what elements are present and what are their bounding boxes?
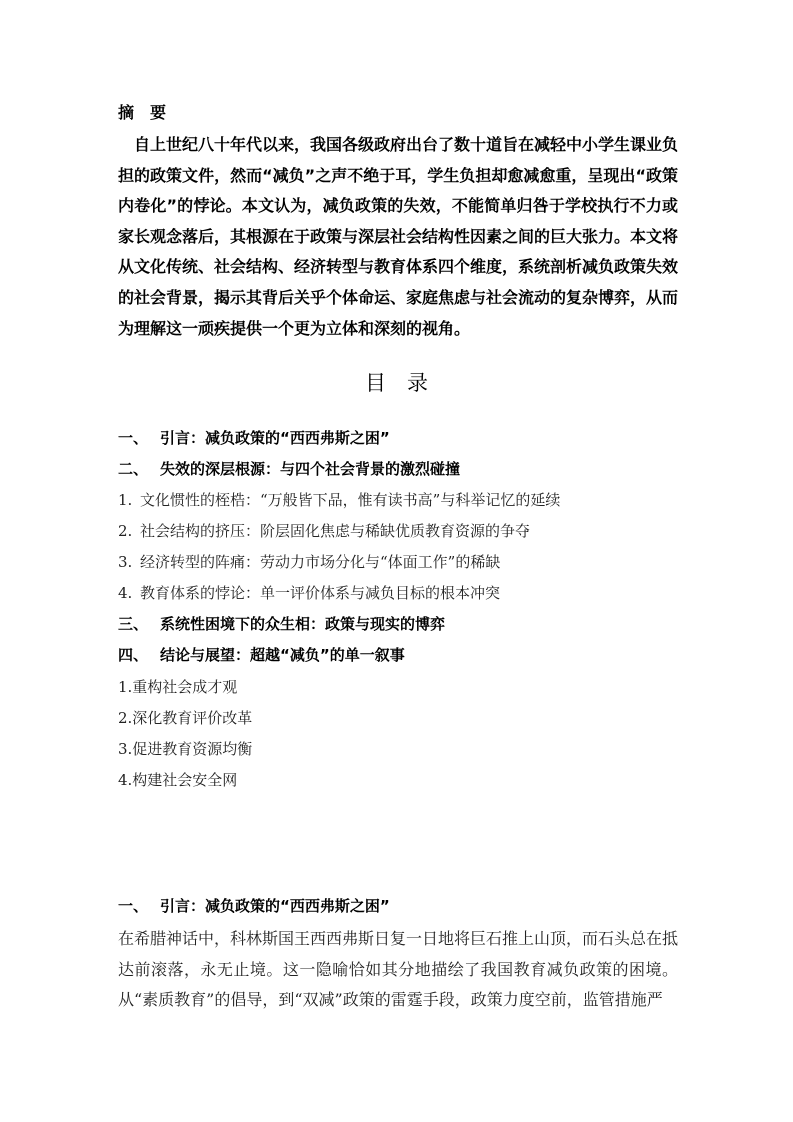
abstract-heading [118,103,166,123]
toc-entry-num: 二、 [118,460,149,478]
section-num: 一、 [118,897,149,915]
toc-entry-num: 4. [118,584,133,602]
toc-entry-3[interactable] [118,614,445,634]
toc-entry-text: 引言：减负政策的“西西弗斯之困” [160,429,390,447]
toc-entry-2-1[interactable] [118,490,560,510]
toc-entry-num: 四、 [118,646,149,664]
toc-entry-1[interactable] [118,428,390,448]
toc-entry-text: 文化惯性的桎梏：“万般皆下品，惟有读书高”与科举记忆的延续 [140,491,561,509]
toc-title-right: 录 [407,371,428,395]
toc-entry-4-1[interactable]: 1.重构社会成才观 [118,678,238,696]
toc-entry-4[interactable] [118,645,405,665]
toc-entry-2[interactable] [118,459,460,479]
toc-entry-4-4[interactable]: 4.构建社会安全网 [118,771,238,789]
toc-entry-text: 社会结构的挤压：阶层固化焦虑与稀缺优质教育资源的争夺 [140,522,531,540]
toc-entry-4-3[interactable]: 3.促进教育资源均衡 [118,740,253,758]
toc-entry-4-2[interactable]: 2.深化教育评价改革 [118,709,253,727]
toc-title-left: 目 [365,371,386,395]
section-title: 引言：减负政策的“西西弗斯之困” [160,897,390,915]
toc-entry-text: 失效的深层根源：与四个社会背景的激烈碰撞 [160,460,461,478]
abstract-heading-right: 要 [150,103,167,122]
toc-entry-text: 经济转型的阵痛：劳动力市场分化与“体面工作”的稀缺 [140,553,501,571]
toc-entry-text: 教育体系的悖论：单一评价体系与减负目标的根本冲突 [140,584,501,602]
toc-entry-num: 3. [118,553,133,571]
toc-entry-num: 2. [118,522,133,540]
toc-entry-num: 一、 [118,429,149,447]
toc-entry-2-2[interactable] [118,521,530,541]
toc-entry-num: 1. [118,491,133,509]
toc-entry-text: 系统性困境下的众生相：政策与现实的博弈 [160,615,446,633]
abstract-paragraph: 自上世纪八十年代以来，我国各级政府出台了数十道旨在减轻中小学生课业负担的政策文件，然而“减负”之声不绝于耳，学生负担却愈减愈重，呈现出“政策内卷化”的悖论。本文认为，减负政策的失效，不能简单归咎于学校执行不力或家长观念落后，其根源在于政策与深层社会结构性因素之间的巨大张力。本文将从文化传统、社会结构、经济转型与教育体系四个维度，系统剖析减负政策失效的社会背景，揭示其背后关乎个体命运、家庭焦虑与社会流动的复杂博弈，从而为理解这一顽疾提供一个更为立体和深刻的视角。 [118,135,679,338]
toc-title [0,369,793,397]
toc-entry-2-4[interactable] [118,583,500,603]
abstract-heading-left: 摘 [118,103,135,122]
toc-entry-num: 三、 [118,615,149,633]
section-1-paragraph: 在希腊神话中，科林斯国王西西弗斯日复一日地将巨石推上山顶，而石头总在抵达前滚落，永无止境。这一隐喻恰如其分地描绘了我国教育减负政策的困境。从“素质教育”的倡导，到“双减”政策的雷霆手段，政策力度空前，监管措施严 [118,929,679,1010]
section-1-heading [118,896,390,916]
toc-entry-text: 结论与展望：超越“减负”的单一叙事 [160,646,405,664]
toc-entry-2-3[interactable] [118,552,500,572]
